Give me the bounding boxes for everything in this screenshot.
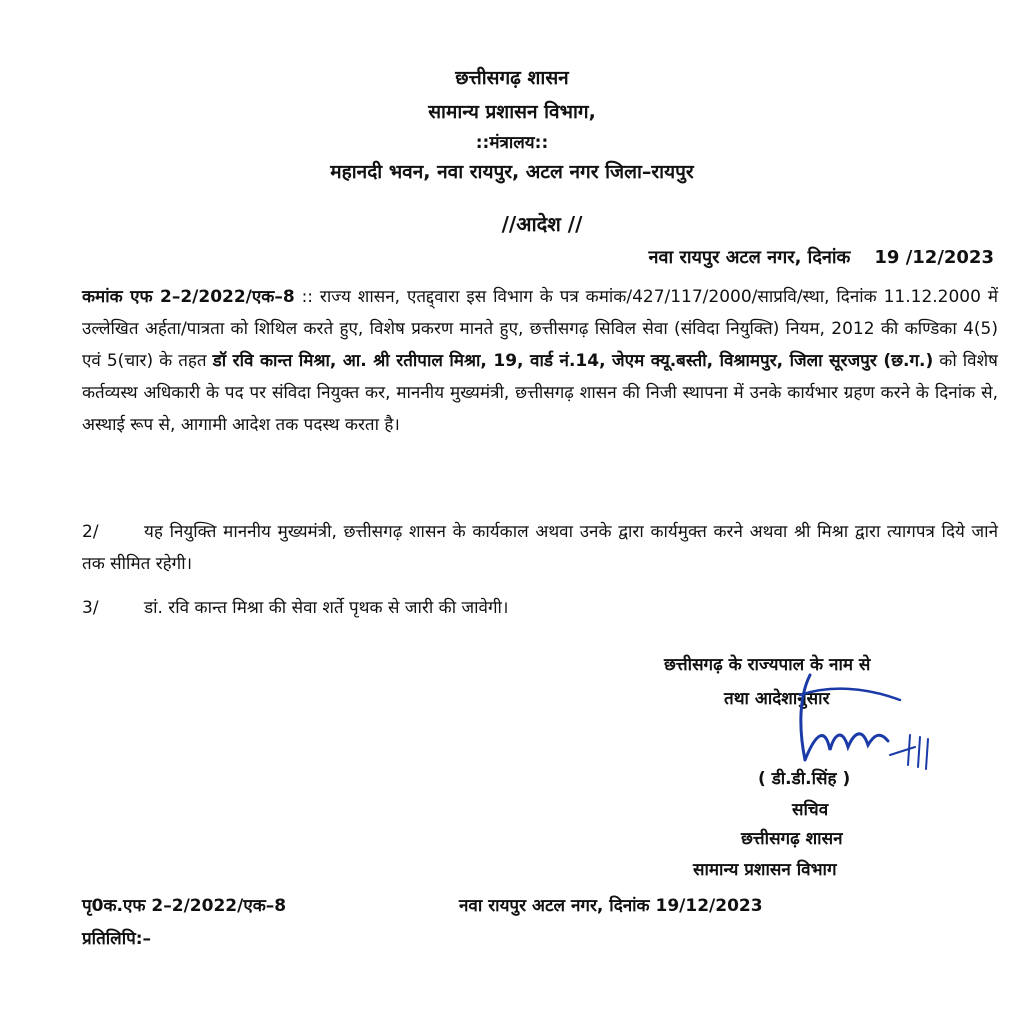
signatory-government: छत्तीसगढ़ शासन [741, 829, 843, 849]
signatory-name: ( डी.डी.सिंह ) [758, 769, 851, 789]
paragraph-1-text-b: को विशेष कर्तव्यस्थ अधिकारी के पद पर संविदा नियुक्त कर, माननीय मुख्यमंत्री, छत्तीसगढ़ शासन की निजी स्थापना में उनके कार्यभार ग्रहण करने के दिनांक से, अस्थाई रूप से, आगामी आदेश तक पदस्थ करता है। [82, 351, 998, 435]
paragraph-1-text-a: :: राज्य शासन, एतद्द्वारा इस विभाग के पत्र कमांक/427/117/2000/साप्रवि/स्था, दिनांक 11.12.2000 में उल्लेखित अर्हता/पात्रता को शिथिल करते हुए, विशेष प्रकरण मानते हुए, छत्तीसगढ़ सिविल सेवा (संविदा नियुक्ति) नियम, 2012 की कण्डिका 4(5) एवं 5(चार) के तहत [82, 287, 999, 371]
paragraph-2 [82, 516, 998, 580]
order-dateline [649, 245, 994, 269]
signature-authority-line: छत्तीसगढ़ के राज्यपाल के नाम से [664, 655, 871, 675]
header-department: सामान्य प्रशासन विभाग, [428, 101, 596, 123]
paragraph-2-number: 2/ [82, 522, 99, 542]
paragraph-2-text: यह नियुक्ति माननीय मुख्यमंत्री, छत्तीसगढ़ शासन के कार्यकाल अथवा उनके द्वारा कार्यमुक्त करने अथवा श्री मिश्रा द्वारा त्यागपत्र दिये जाने तक सीमित रहेगी। [82, 522, 998, 574]
signatory-department: सामान्य प्रशासन विभाग [693, 860, 837, 880]
header-ministry: ::मंत्रालय:: [475, 133, 549, 153]
signature-order-line: तथा आदेशानुसार [724, 689, 830, 709]
signatory-designation: सचिव [792, 800, 829, 820]
header-government: छत्तीसगढ़ शासन [455, 67, 569, 89]
dateline-date: 19 /12/2023 [874, 247, 994, 268]
copy-to-label: प्रतिलिपि:– [82, 929, 152, 949]
paragraph-3-number: 3/ [82, 598, 99, 618]
appointee-name-address: डॉ रवि कान्त मिश्रा, आ. श्री रतीपाल मिश्रा, 19, वार्ड नं.14, जेएम क्यू.बस्ती, विश्रामपुर, जिला सूरजपुर (छ.ग.) [212, 351, 934, 371]
paragraph-3-text: डां. रवि कान्त मिश्रा की सेवा शर्ते पृथक से जारी की जावेगी। [144, 598, 509, 618]
endorsement-place-date: नवा रायपुर अटल नगर, दिनांक 19/12/2023 [459, 896, 763, 916]
paragraph-3 [82, 592, 998, 624]
header-address: महानदी भवन, नवा रायपुर, अटल नगर जिला–रायपुर [330, 161, 694, 183]
order-reference-number: कमांक एफ 2–2/2022/एक–8 [82, 287, 295, 307]
paragraph-1 [82, 281, 998, 441]
endorsement-reference: पृ0क.एफ 2–2/2022/एक–8 [82, 896, 287, 916]
order-title: //आदेश // [501, 212, 583, 236]
dateline-place: नवा रायपुर अटल नगर, दिनांक [648, 247, 851, 268]
